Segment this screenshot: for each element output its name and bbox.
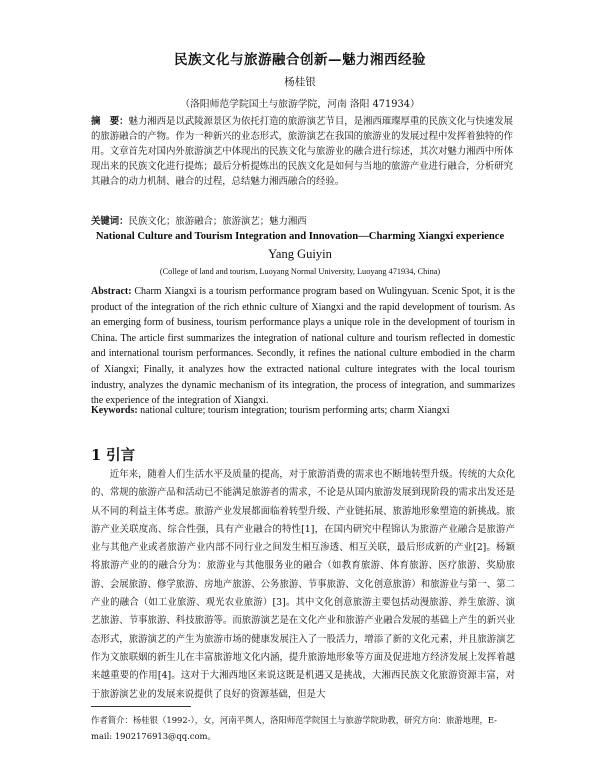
- author-en: Yang Guiyin: [268, 247, 332, 261]
- abstract-en: [91, 284, 515, 409]
- paper-title-en: National Culture and Tourism Integration and Innovation—Charming Xiangxi experience: [95, 231, 505, 242]
- author-cn: 杨桂银: [284, 76, 316, 88]
- body-paragraph: 近年来，随着人们生活水平及质量的提高，对于旅游消费的需求也不断地转型升级。传统的大众化的、常规的旅游产品和活动已不能满足旅游者的需求，不论是从国内旅游发展到现阶段的需求出发还是从不同的利益主体考虑。旅游产业发展都面临着转型升级、产业链拓展、旅游地形象塑造的新挑战。旅游产业关联度高、综合性强，具有产业融合的特性[1]，在国内研究中程锦认为旅游产业融合是旅游产业与其他产业或者旅游产业内部不同行业之间发生相互渗透、相互关联，最后形成新的产业[2]。杨颖将旅游产业的的融合分为：旅游业与其他服务业的融合（如教育旅游、体育旅游、医疗旅游、奖励旅游、会展旅游、修学旅游、房地产旅游、公务旅游、节事旅游、文化创意旅游）和旅游业与第一、第二产业的融合（如工业旅游、观光农业旅游）[3]。其中文化创意旅游主要包括动漫旅游、养生旅游、演艺旅游、节事旅游、科技旅游等。而旅游演艺是在文化产业和旅游产业融合发展的基础上产生的新兴业态形式，旅游演艺的产生为旅游市场的健康发展注入了一股活力，增添了新的文化元素，并且旅游演艺作为文旅联姻的新生儿在丰富旅游地文化内涵，提升旅游地形象等方面及促进地方经济发展上发挥着越来越重要的作用[4]。这对于大湘西地区来说这既是机遇又是挑战，大湘西民族文化旅游资源丰富，对于旅游演艺业的发展来说提供了良好的资源基础，但是大: [91, 469, 515, 700]
- paper-title-cn: 民族文化与旅游融合创新—魅力湘西经验: [174, 52, 426, 68]
- affiliation-en: (College of land and tourism, Luoyang Normal University, Luoyang 471934, China): [159, 267, 441, 276]
- keywords-cn: [91, 213, 513, 227]
- keywords-cn-text: 民族文化；旅游融合；旅游演艺；魅力湘西: [128, 216, 307, 227]
- abstract-en-text: Charm Xiangxi is a tourism performance program based on Wulingyuan. Scenic Spot, it is the product of the integration of the rich ethnic culture of Xiangxi and the rapid development of tourism. As an emerging form of business, tourism performance plays a unique role in the development of tourism in China. The article first summarizes the integration of national culture and tourism reflected in domestic and international tourism performances. Secondly, it refines the national culture embodied in the charm of Xiangxi; Finally, it analyzes how the extracted national culture integrates with the local tourism industry, analyzes the dynamic mechanism of its integration, the process of integration, and summarizes the experience of the integration of Xiangxi.: [91, 286, 515, 407]
- affiliation-cn: （洛阳师范学院国土与旅游学院，河南 洛阳 471934）: [180, 99, 420, 110]
- section-heading-intro: 1 引言: [91, 447, 136, 464]
- keywords-en-label: Keywords:: [91, 405, 138, 416]
- abstract-cn-text: 魅力湘西是以武陵源景区为依托打造的旅游演艺节目，是湘西璀璨厚重的民族文化与快速发展的旅游融合的产物。作为一种新兴的业态形式，旅游演艺在我国的旅游业的发展过程中发挥着独特的作用。文章首先对国内外旅游演艺中体现出的民族文化与旅游业的融合进行综述，其次对魅力湘西中所体现出来的民族文化进行提炼；最后分析提炼出的民族文化是如何与当地的旅游产业进行融合，分析研究其融合的动力机制、融合的过程，总结魅力湘西融合的经验。: [91, 116, 513, 187]
- keywords-cn-label: 关键词：: [91, 216, 129, 227]
- abstract-cn: [91, 114, 513, 189]
- footnote-divider: [91, 706, 191, 707]
- abstract-cn-label: 摘 要：: [91, 116, 129, 127]
- abstract-en-label: Abstract:: [91, 286, 132, 297]
- keywords-en: [91, 405, 515, 416]
- keywords-en-text: national culture; tourism integration; tourism performing arts; charm Xiangxi: [140, 405, 450, 416]
- footnote-author-bio: 作者简介：杨桂银（1992-），女，河南平舆人，洛阳师范学院国土与旅游学院助教，研究方向：旅游地理，E-mail: 1902176913@qq.com。: [91, 715, 497, 741]
